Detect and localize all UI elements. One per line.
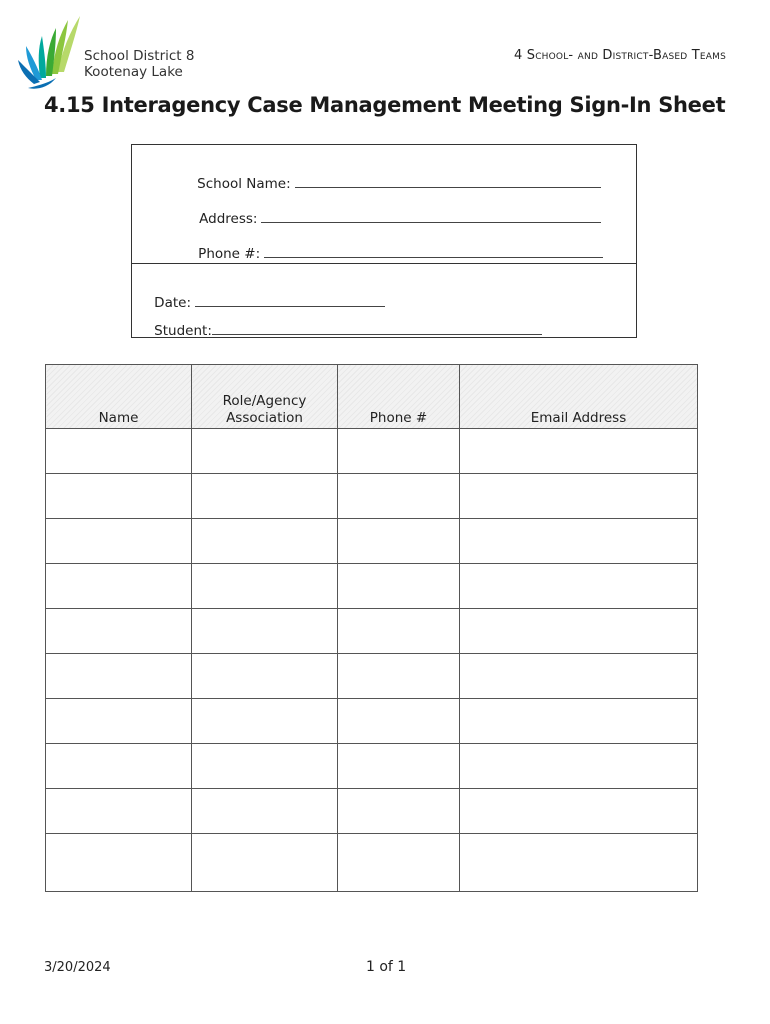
table-cell[interactable] xyxy=(338,609,460,654)
table-cell[interactable] xyxy=(192,834,338,892)
table-cell[interactable] xyxy=(338,474,460,519)
table-cell[interactable] xyxy=(192,519,338,564)
school-district-logo-icon xyxy=(18,14,80,90)
table-cell[interactable] xyxy=(460,609,698,654)
table-cell[interactable] xyxy=(338,429,460,474)
table-row xyxy=(46,609,698,654)
phone-line xyxy=(264,256,603,258)
table-cell[interactable] xyxy=(46,609,192,654)
table-cell[interactable] xyxy=(338,744,460,789)
table-cell[interactable] xyxy=(46,789,192,834)
info-divider xyxy=(132,263,636,264)
table-cell[interactable] xyxy=(192,744,338,789)
section-label xyxy=(514,48,726,63)
table-cell[interactable] xyxy=(192,789,338,834)
student-line xyxy=(212,333,542,335)
table-cell[interactable] xyxy=(192,429,338,474)
sign-in-table xyxy=(45,364,698,892)
footer-date: 3/20/2024 xyxy=(44,960,111,975)
table-cell[interactable] xyxy=(192,699,338,744)
table-row xyxy=(46,744,698,789)
table-row xyxy=(46,564,698,609)
district-name-line2: Kootenay Lake xyxy=(84,64,183,80)
table-cell[interactable] xyxy=(46,744,192,789)
table-cell[interactable] xyxy=(46,564,192,609)
table-row xyxy=(46,429,698,474)
page-title: 4.15 Interagency Case Management Meeting Sign-In Sheet xyxy=(44,93,726,117)
table-header-row xyxy=(46,365,698,429)
table-cell[interactable] xyxy=(460,654,698,699)
address-label: Address: xyxy=(199,211,258,227)
address-line xyxy=(261,221,601,223)
page-number: 1 of 1 xyxy=(366,959,407,975)
table-cell[interactable] xyxy=(46,699,192,744)
table-cell[interactable] xyxy=(460,744,698,789)
table-cell[interactable] xyxy=(192,474,338,519)
table-cell[interactable] xyxy=(460,474,698,519)
table-cell[interactable] xyxy=(338,699,460,744)
table-cell[interactable] xyxy=(460,519,698,564)
table-cell[interactable] xyxy=(338,834,460,892)
table-cell[interactable] xyxy=(192,654,338,699)
table-cell[interactable] xyxy=(46,519,192,564)
table-row xyxy=(46,834,698,892)
date-label: Date: xyxy=(154,295,191,311)
column-header-name: Name xyxy=(46,365,192,429)
school-name-line xyxy=(295,186,601,188)
district-name xyxy=(84,48,194,80)
table-row xyxy=(46,654,698,699)
table-body xyxy=(46,429,698,892)
table-cell[interactable] xyxy=(46,429,192,474)
table-cell[interactable] xyxy=(46,834,192,892)
table-row xyxy=(46,699,698,744)
district-name-line1: School District 8 xyxy=(84,48,195,64)
table-cell[interactable] xyxy=(338,654,460,699)
school-name-label: School Name: xyxy=(197,176,291,192)
phone-label: Phone #: xyxy=(198,246,261,262)
table-row xyxy=(46,789,698,834)
table-cell[interactable] xyxy=(460,834,698,892)
table-cell[interactable] xyxy=(46,654,192,699)
info-box xyxy=(131,144,637,338)
column-header-email: Email Address xyxy=(460,365,698,429)
student-field[interactable] xyxy=(137,307,542,355)
table-cell[interactable] xyxy=(46,474,192,519)
table-cell[interactable] xyxy=(460,429,698,474)
table-cell[interactable] xyxy=(460,699,698,744)
table-cell[interactable] xyxy=(338,789,460,834)
table-cell[interactable] xyxy=(460,564,698,609)
table-cell[interactable] xyxy=(338,519,460,564)
section-text: 4 School- and District-Based Teams xyxy=(513,48,726,63)
column-header-phone: Phone # xyxy=(338,365,460,429)
table-cell[interactable] xyxy=(460,789,698,834)
table-cell[interactable] xyxy=(192,564,338,609)
table-cell[interactable] xyxy=(338,564,460,609)
column-header-role-agency: Role/Agency Association xyxy=(192,365,338,429)
table-row xyxy=(46,519,698,564)
table-cell[interactable] xyxy=(192,609,338,654)
student-label: Student: xyxy=(154,323,212,339)
table-row xyxy=(46,474,698,519)
phone-field[interactable] xyxy=(181,230,603,278)
